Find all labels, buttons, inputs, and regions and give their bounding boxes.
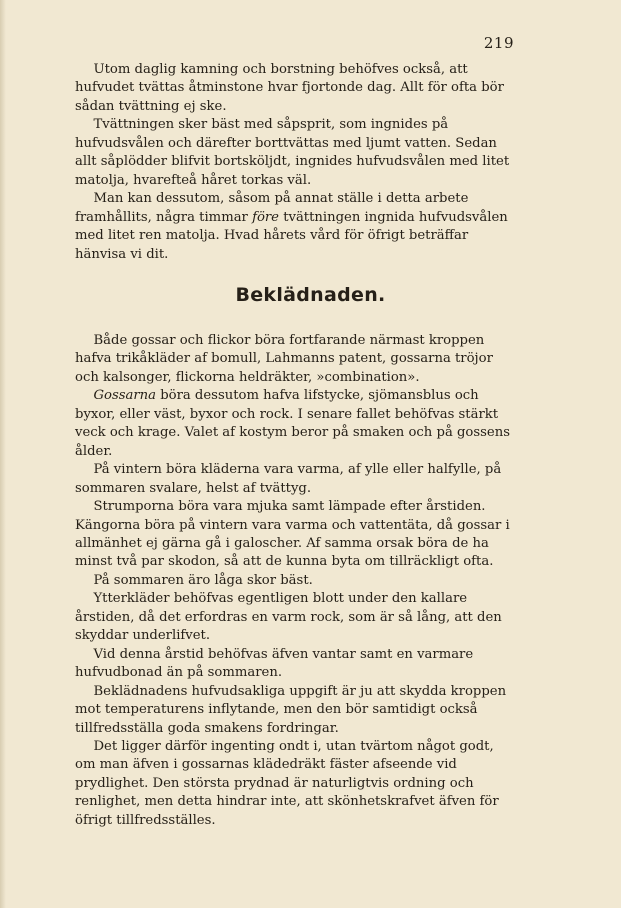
paragraph: Det ligger därför ingenting ondt i, utan tvärtom något godt, om man äfven i gossarnas klädedräkt fäster afseende vid prydlighet. Den största prydnad är naturligtvis ordning och renlighet, men detta hindrar inte, att skönhetskrafvet äfven för öfrigt tillfredsställes.: [75, 738, 499, 828]
emphasized-word: Gossarna: [93, 388, 156, 404]
paragraph: Utom daglig kamning och borstning behöfves också, att hufvudet tvättas åtminstone hvar fjortonde dag. Allt för ofta bör sådan tvättning ej ske.: [75, 62, 504, 114]
paragraph: Både gossar och flickor böra fortfarande närmast kroppen hafva trikåkläder af bomull, Lahmanns patent, gossarna tröjor och kalsonger, flickorna heldräkter, »combination».: [75, 333, 493, 385]
paragraph: Beklädnadens hufvudsakliga uppgift är ju att skydda kroppen mot temperaturens inflytande, men den bör samtidigt också tillfredsställa goda smakens fordringar.: [75, 683, 507, 736]
paragraph: Strumporna böra vara mjuka samt lämpade efter årstiden.: [93, 499, 486, 515]
paragraph: Tvättningen sker bäst med såpsprit, som ingnides på hufvudsvålen och därefter borttvättas med ljumt vatten. Sedan allt såplödder blifvit bortsköljdt, ingnides hufvudsvålen med litet matolja, hvarefteå håret torkas väl.: [75, 117, 510, 188]
top-text-block: [75, 61, 515, 264]
paragraph: På sommaren äro låga skor bäst.: [93, 572, 313, 588]
emphasized-word: före: [252, 209, 279, 225]
paragraph: [75, 387, 515, 461]
paragraph: [75, 190, 515, 264]
section-heading: Beklädnaden.: [235, 284, 386, 306]
page-binding-edge: [0, 0, 6, 908]
paragraph: Ytterkläder behöfvas egentligen blott under den kallare årstiden, då det erfordras en varm rock, som är så lång, att den skyddar underlifvet.: [75, 591, 502, 644]
paragraph-text: tvättningen ingnida hufvudsvålen med litet ren matolja. Hvad hårets vård för öfrigt beträffar hänvisa vi dit.: [75, 209, 508, 262]
main-text-block: [75, 332, 515, 830]
paragraph: På vintern böra kläderna vara varma, af ylle eller halfylle, på sommaren svalare, helst af tvättyg.: [75, 462, 502, 496]
page-number: 219: [483, 34, 514, 52]
paragraph-text: Man kan dessutom, såsom på annat ställe i detta arbete framhållits, några timmar: [75, 191, 469, 225]
paragraph-text: böra dessutom hafva lifstycke, sjömansblus och byxor, eller väst, byxor och rock. I senare fallet behöfvas stärkt veck och krage. Valet af kostym beror på smaken och på gossens ålder.: [75, 388, 510, 459]
paragraph: Vid denna årstid behöfvas äfven vantar samt en varmare hufvudbonad än på sommaren.: [75, 646, 474, 681]
paragraph: Kängorna böra på vintern vara varma och vattentäta, då gossar i allmänhet ej gärna gå i galoscher. Af samma orsak böra de ha minst två par skodon, så att de kunna byta om tillräckligt ofta.: [75, 517, 510, 570]
